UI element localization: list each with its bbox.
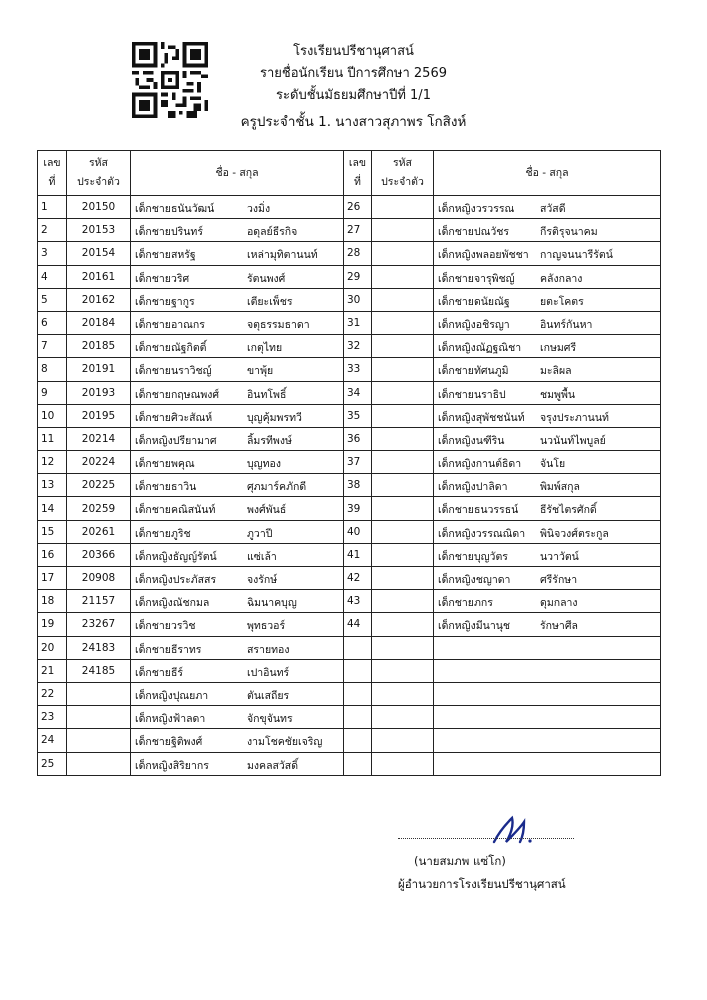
table-row xyxy=(38,636,661,659)
table-row xyxy=(38,427,661,450)
student-code: 20161 xyxy=(67,265,131,288)
table-row xyxy=(38,543,661,566)
student-name xyxy=(434,358,661,381)
table-row xyxy=(38,520,661,543)
table-row xyxy=(38,451,661,474)
table-row xyxy=(38,381,661,404)
last-name: ศุภมาร์คภักดี xyxy=(247,481,307,494)
first-name: เด็กชายวริศ xyxy=(135,272,190,285)
student-code xyxy=(372,567,434,590)
first-name: เด็กชายฐากูร xyxy=(135,295,195,308)
last-name: พุทธวอร์ xyxy=(247,620,286,633)
student-code xyxy=(372,335,434,358)
student-code xyxy=(372,636,434,659)
student-code xyxy=(372,242,434,265)
student-name xyxy=(434,682,661,705)
student-name xyxy=(131,590,344,613)
table-row xyxy=(38,288,661,311)
student-no: 19 xyxy=(38,613,67,636)
first-name: เด็กหญิงฟ้าลดา xyxy=(135,713,206,726)
student-no: 44 xyxy=(344,613,372,636)
student-no: 41 xyxy=(344,543,372,566)
student-no: 42 xyxy=(344,567,372,590)
student-code: 20191 xyxy=(67,358,131,381)
student-name xyxy=(434,543,661,566)
last-name: ดุมกลาง xyxy=(540,597,578,610)
student-name xyxy=(131,636,344,659)
student-name xyxy=(131,659,344,682)
student-no: 22 xyxy=(38,682,67,705)
last-name: มงคลสวัสดิ์ xyxy=(247,759,299,772)
school-name: โรงเรียนปรีชานุศาสน์ xyxy=(293,44,414,59)
student-name xyxy=(434,335,661,358)
col-header-code-right: รหัส ประจำตัว xyxy=(372,151,434,196)
student-name xyxy=(131,752,344,775)
student-code xyxy=(372,404,434,427)
first-name: เด็กชายปณวัชร xyxy=(438,226,510,239)
first-name: เด็กชายคณิสนันท์ xyxy=(135,504,216,517)
student-no: 34 xyxy=(344,381,372,404)
col-header-name-right: ชื่อ - สกุล xyxy=(434,151,661,196)
first-name: เด็กชายภกร xyxy=(438,597,493,610)
roster-title: รายชื่อนักเรียน ปีการศึกษา 2569 xyxy=(260,66,447,81)
student-no: 31 xyxy=(344,311,372,334)
student-name xyxy=(131,288,344,311)
last-name: พินิจวงศ์ตระกูล xyxy=(540,527,609,540)
student-no xyxy=(344,636,372,659)
student-no: 16 xyxy=(38,543,67,566)
student-name xyxy=(131,613,344,636)
first-name: เด็กชายสหรัฐ xyxy=(135,249,196,262)
col-header-no: เลข ที่ xyxy=(38,151,67,196)
table-row xyxy=(38,196,661,219)
last-name: นวาวัตน์ xyxy=(540,550,579,563)
first-name: เด็กหญิงประภัสสร xyxy=(135,574,217,586)
last-name: จรุงประภานนท์ xyxy=(540,411,609,424)
last-name: คลังกลาง xyxy=(540,272,583,285)
student-code xyxy=(372,265,434,288)
student-name xyxy=(131,404,344,427)
student-code: 24185 xyxy=(67,659,131,682)
student-code xyxy=(372,381,434,404)
last-name: รักษาศีล xyxy=(540,620,578,633)
student-no: 14 xyxy=(38,497,67,520)
first-name: เด็กชายภูริช xyxy=(135,527,191,540)
last-name: กีรติรุจนาคม xyxy=(540,226,598,239)
first-name: เด็กหญิงกานต์ธิดา xyxy=(438,458,522,471)
student-code xyxy=(372,288,434,311)
student-code: 20184 xyxy=(67,311,131,334)
col-header-code: รหัส ประจำตัว xyxy=(67,151,131,196)
first-name: เด็กชายศิวะสัณห์ xyxy=(135,411,213,424)
table-row xyxy=(38,219,661,242)
student-name xyxy=(434,659,661,682)
student-no: 7 xyxy=(38,335,67,358)
last-name: จตุธรรมธาดา xyxy=(247,318,310,331)
student-name xyxy=(131,567,344,590)
student-name xyxy=(131,729,344,752)
student-no: 15 xyxy=(38,520,67,543)
table-header-row xyxy=(38,151,661,196)
first-name: เด็กหญิงณัฏฐณิชา xyxy=(438,342,522,355)
student-name xyxy=(434,729,661,752)
student-code xyxy=(372,427,434,450)
last-name: บุญทอง xyxy=(247,458,281,471)
student-no: 1 xyxy=(38,196,67,219)
first-name: เด็กหญิงนฑีริน xyxy=(438,434,505,447)
student-no xyxy=(344,752,372,775)
signer-position: ผู้อำนวยการโรงเรียนปรีชานุศาสน์ xyxy=(398,877,566,891)
student-no: 25 xyxy=(38,752,67,775)
student-no: 24 xyxy=(38,729,67,752)
student-code xyxy=(372,659,434,682)
first-name: เด็กหญิงสิริยากร xyxy=(135,759,209,772)
student-no: 12 xyxy=(38,451,67,474)
last-name: ธีรัชไตรศักดิ์ xyxy=(540,504,597,517)
grade-level: ระดับชั้นมัธยมศึกษาปีที่ 1/1 xyxy=(276,88,431,103)
student-code: 23267 xyxy=(67,613,131,636)
student-no: 29 xyxy=(344,265,372,288)
student-name xyxy=(131,219,344,242)
first-name: เด็กหญิงวรรณณิดา xyxy=(438,527,526,540)
first-name: เด็กหญิงมีนานุช xyxy=(438,620,511,633)
last-name: แซ่เล้า xyxy=(247,550,277,563)
student-no: 18 xyxy=(38,590,67,613)
last-name: ศรีรักษา xyxy=(540,574,578,586)
student-code: 24183 xyxy=(67,636,131,659)
student-no: 30 xyxy=(344,288,372,311)
student-name xyxy=(131,358,344,381)
student-code: 20193 xyxy=(67,381,131,404)
first-name: เด็กชายทัศนภูมิ xyxy=(438,365,509,378)
student-name xyxy=(131,706,344,729)
first-name: เด็กชายพคุณ xyxy=(135,458,195,471)
first-name: เด็กชายธนวรรธน์ xyxy=(438,504,519,517)
first-name: เด็กชายวรวิช xyxy=(135,620,196,633)
first-name: เด็กชายธีราทร xyxy=(135,643,202,656)
student-code: 20185 xyxy=(67,335,131,358)
first-name: เด็กหญิงปาลิดา xyxy=(438,481,508,494)
student-no: 21 xyxy=(38,659,67,682)
signature-line xyxy=(398,838,574,839)
last-name: พงศ์พันธ์ xyxy=(247,504,287,517)
student-code: 20195 xyxy=(67,404,131,427)
student-name xyxy=(131,543,344,566)
last-name: บุญคุ้มพรทวี xyxy=(247,411,302,424)
student-name xyxy=(434,520,661,543)
student-code xyxy=(372,451,434,474)
student-code: 20224 xyxy=(67,451,131,474)
student-name xyxy=(434,613,661,636)
table-row xyxy=(38,752,661,775)
last-name: มะลิผล xyxy=(540,365,572,378)
last-name: เตียะเพ็ชร xyxy=(247,295,293,308)
student-name xyxy=(131,311,344,334)
student-roster-table xyxy=(37,150,661,776)
student-no: 10 xyxy=(38,404,67,427)
student-name xyxy=(131,242,344,265)
student-no: 5 xyxy=(38,288,67,311)
student-code xyxy=(372,682,434,705)
first-name: เด็กชายปรินทร์ xyxy=(135,226,203,239)
student-code xyxy=(372,219,434,242)
last-name: จงรักษ์ xyxy=(247,574,278,586)
first-name: เด็กหญิงอชิรญา xyxy=(438,318,510,331)
last-name: ตันเสถียร xyxy=(247,689,290,702)
student-name xyxy=(434,752,661,775)
student-name xyxy=(434,242,661,265)
student-no: 40 xyxy=(344,520,372,543)
student-no: 32 xyxy=(344,335,372,358)
table-row xyxy=(38,311,661,334)
table-row xyxy=(38,567,661,590)
student-name xyxy=(131,335,344,358)
student-no: 3 xyxy=(38,242,67,265)
last-name: ยตะโคตร xyxy=(540,295,584,308)
first-name: เด็กชายดนัยณัฐ xyxy=(438,295,510,308)
first-name: เด็กชายธนันวัฒน์ xyxy=(135,203,215,215)
student-code xyxy=(372,752,434,775)
student-name xyxy=(434,474,661,497)
first-name: เด็กหญิงสุพัชชนันท์ xyxy=(438,411,525,424)
student-code: 21157 xyxy=(67,590,131,613)
student-no: 6 xyxy=(38,311,67,334)
last-name: เกษมศรี xyxy=(540,342,577,355)
student-code: 20259 xyxy=(67,497,131,520)
student-code: 20261 xyxy=(67,520,131,543)
student-no: 11 xyxy=(38,427,67,450)
first-name: เด็กหญิงปุณยภา xyxy=(135,689,209,702)
student-code xyxy=(67,682,131,705)
student-code xyxy=(67,729,131,752)
student-no: 33 xyxy=(344,358,372,381)
student-no xyxy=(344,706,372,729)
student-code: 20214 xyxy=(67,427,131,450)
last-name: พิมพ์สกุล xyxy=(540,481,580,494)
table-row xyxy=(38,242,661,265)
first-name: เด็กชายนราธิป xyxy=(438,388,506,401)
table-row xyxy=(38,265,661,288)
student-no: 27 xyxy=(344,219,372,242)
student-no: 13 xyxy=(38,474,67,497)
student-no: 35 xyxy=(344,404,372,427)
student-code xyxy=(372,590,434,613)
first-name: เด็กชายธีร์ xyxy=(135,666,183,679)
student-name xyxy=(434,497,661,520)
last-name: อดุลย์ธีรกิจ xyxy=(247,226,298,239)
student-name xyxy=(434,706,661,729)
student-name xyxy=(434,311,661,334)
student-name xyxy=(434,196,661,219)
student-no xyxy=(344,729,372,752)
student-no: 37 xyxy=(344,451,372,474)
first-name: เด็กชายกฤษณพงศ์ xyxy=(135,388,220,401)
first-name: เด็กชายณัฐกิตติ์ xyxy=(135,342,207,355)
student-no: 8 xyxy=(38,358,67,381)
student-code: 20225 xyxy=(67,474,131,497)
student-code: 20154 xyxy=(67,242,131,265)
table-row xyxy=(38,682,661,705)
student-name xyxy=(131,381,344,404)
last-name: สวัสดี xyxy=(540,203,566,215)
first-name: เด็กหญิงพลอยพัชชา xyxy=(438,249,529,262)
student-code xyxy=(372,497,434,520)
last-name: วงมิ่ง xyxy=(247,203,271,215)
student-name xyxy=(434,427,661,450)
first-name: เด็กชายบุญวัตร xyxy=(438,550,508,563)
student-no: 28 xyxy=(344,242,372,265)
last-name: ภูวาปี xyxy=(247,527,273,540)
first-name: เด็กหญิงธัญญ์รัตน์ xyxy=(135,550,217,563)
table-row xyxy=(38,358,661,381)
student-code: 20162 xyxy=(67,288,131,311)
first-name: เด็กชายจารุพิชญ์ xyxy=(438,272,515,285)
student-code: 20150 xyxy=(67,196,131,219)
student-no: 20 xyxy=(38,636,67,659)
last-name: งามโชคชัยเจริญ xyxy=(247,736,323,749)
student-name xyxy=(434,288,661,311)
student-code xyxy=(372,196,434,219)
last-name: จันโย xyxy=(540,458,566,471)
student-no: 17 xyxy=(38,567,67,590)
student-no xyxy=(344,659,372,682)
last-name: อินทโพธิ์ xyxy=(247,388,287,401)
last-name: อินทร์กันหา xyxy=(540,318,593,331)
table-row xyxy=(38,613,661,636)
student-code xyxy=(372,729,434,752)
student-code xyxy=(67,706,131,729)
student-name xyxy=(434,265,661,288)
student-name xyxy=(434,451,661,474)
student-code xyxy=(372,613,434,636)
student-code xyxy=(372,311,434,334)
last-name: ฉิมนาคบุญ xyxy=(247,597,297,610)
student-name xyxy=(131,497,344,520)
student-no: 2 xyxy=(38,219,67,242)
last-name: นวนันท์ไพบูลย์ xyxy=(540,434,606,447)
first-name: เด็กหญิงชญาดา xyxy=(438,574,511,586)
student-no: 9 xyxy=(38,381,67,404)
table-row xyxy=(38,706,661,729)
student-name xyxy=(131,451,344,474)
student-name xyxy=(131,427,344,450)
table-row xyxy=(38,659,661,682)
student-name xyxy=(131,265,344,288)
student-name xyxy=(434,636,661,659)
signer-name: (นายสมภพ แซ่โก) xyxy=(414,854,506,868)
last-name: กาญจนนารีรัตน์ xyxy=(540,249,613,262)
student-name xyxy=(434,219,661,242)
student-name xyxy=(434,567,661,590)
student-code xyxy=(372,474,434,497)
student-no: 4 xyxy=(38,265,67,288)
student-code xyxy=(372,543,434,566)
last-name: รัตนพงศ์ xyxy=(247,272,286,285)
last-name: ลิ้มรทีพงษ์ xyxy=(247,434,292,447)
student-code: 20153 xyxy=(67,219,131,242)
student-name xyxy=(434,590,661,613)
student-no: 26 xyxy=(344,196,372,219)
last-name: เกตุไทย xyxy=(247,342,283,355)
col-header-name: ชื่อ - สกุล xyxy=(131,151,344,196)
first-name: เด็กชายนราวิชญ์ xyxy=(135,365,212,378)
student-no: 36 xyxy=(344,427,372,450)
student-no: 43 xyxy=(344,590,372,613)
student-code xyxy=(372,520,434,543)
last-name: เปาอินทร์ xyxy=(247,666,290,679)
first-name: เด็กชายธาวิน xyxy=(135,481,197,494)
student-name xyxy=(434,404,661,427)
student-no: 23 xyxy=(38,706,67,729)
last-name: ขาพุ้ย xyxy=(247,365,274,378)
signature-mark xyxy=(488,812,538,848)
last-name: สรายทอง xyxy=(247,643,290,656)
first-name: เด็กหญิงปรียามาศ xyxy=(135,434,217,447)
student-name xyxy=(131,196,344,219)
table-row xyxy=(38,729,661,752)
student-no: 39 xyxy=(344,497,372,520)
student-code: 20366 xyxy=(67,543,131,566)
last-name: เหล่ามุทิตานนท์ xyxy=(247,249,318,262)
student-name xyxy=(131,520,344,543)
first-name: เด็กหญิงวรวรรณ xyxy=(438,203,515,215)
last-name: จักขุจันทร xyxy=(247,713,293,726)
student-code xyxy=(67,752,131,775)
table-row xyxy=(38,335,661,358)
student-name xyxy=(131,474,344,497)
homeroom-teacher: ครูประจำชั้น 1. นางสาวสุภาพร โกสิงห์ xyxy=(240,114,467,130)
first-name: เด็กหญิงณัชกมล xyxy=(135,597,210,610)
first-name: เด็กชายอาณกร xyxy=(135,318,205,331)
student-no: 38 xyxy=(344,474,372,497)
student-code xyxy=(372,706,434,729)
table-row xyxy=(38,497,661,520)
table-row xyxy=(38,404,661,427)
student-name xyxy=(434,381,661,404)
table-row xyxy=(38,590,661,613)
student-no xyxy=(344,682,372,705)
col-header-no-right: เลข ที่ xyxy=(344,151,372,196)
student-code xyxy=(372,358,434,381)
last-name: ชมพูพื้น xyxy=(540,388,576,401)
student-code: 20908 xyxy=(67,567,131,590)
first-name: เด็กชายฐิติพงศ์ xyxy=(135,736,203,749)
student-name xyxy=(131,682,344,705)
table-row xyxy=(38,474,661,497)
